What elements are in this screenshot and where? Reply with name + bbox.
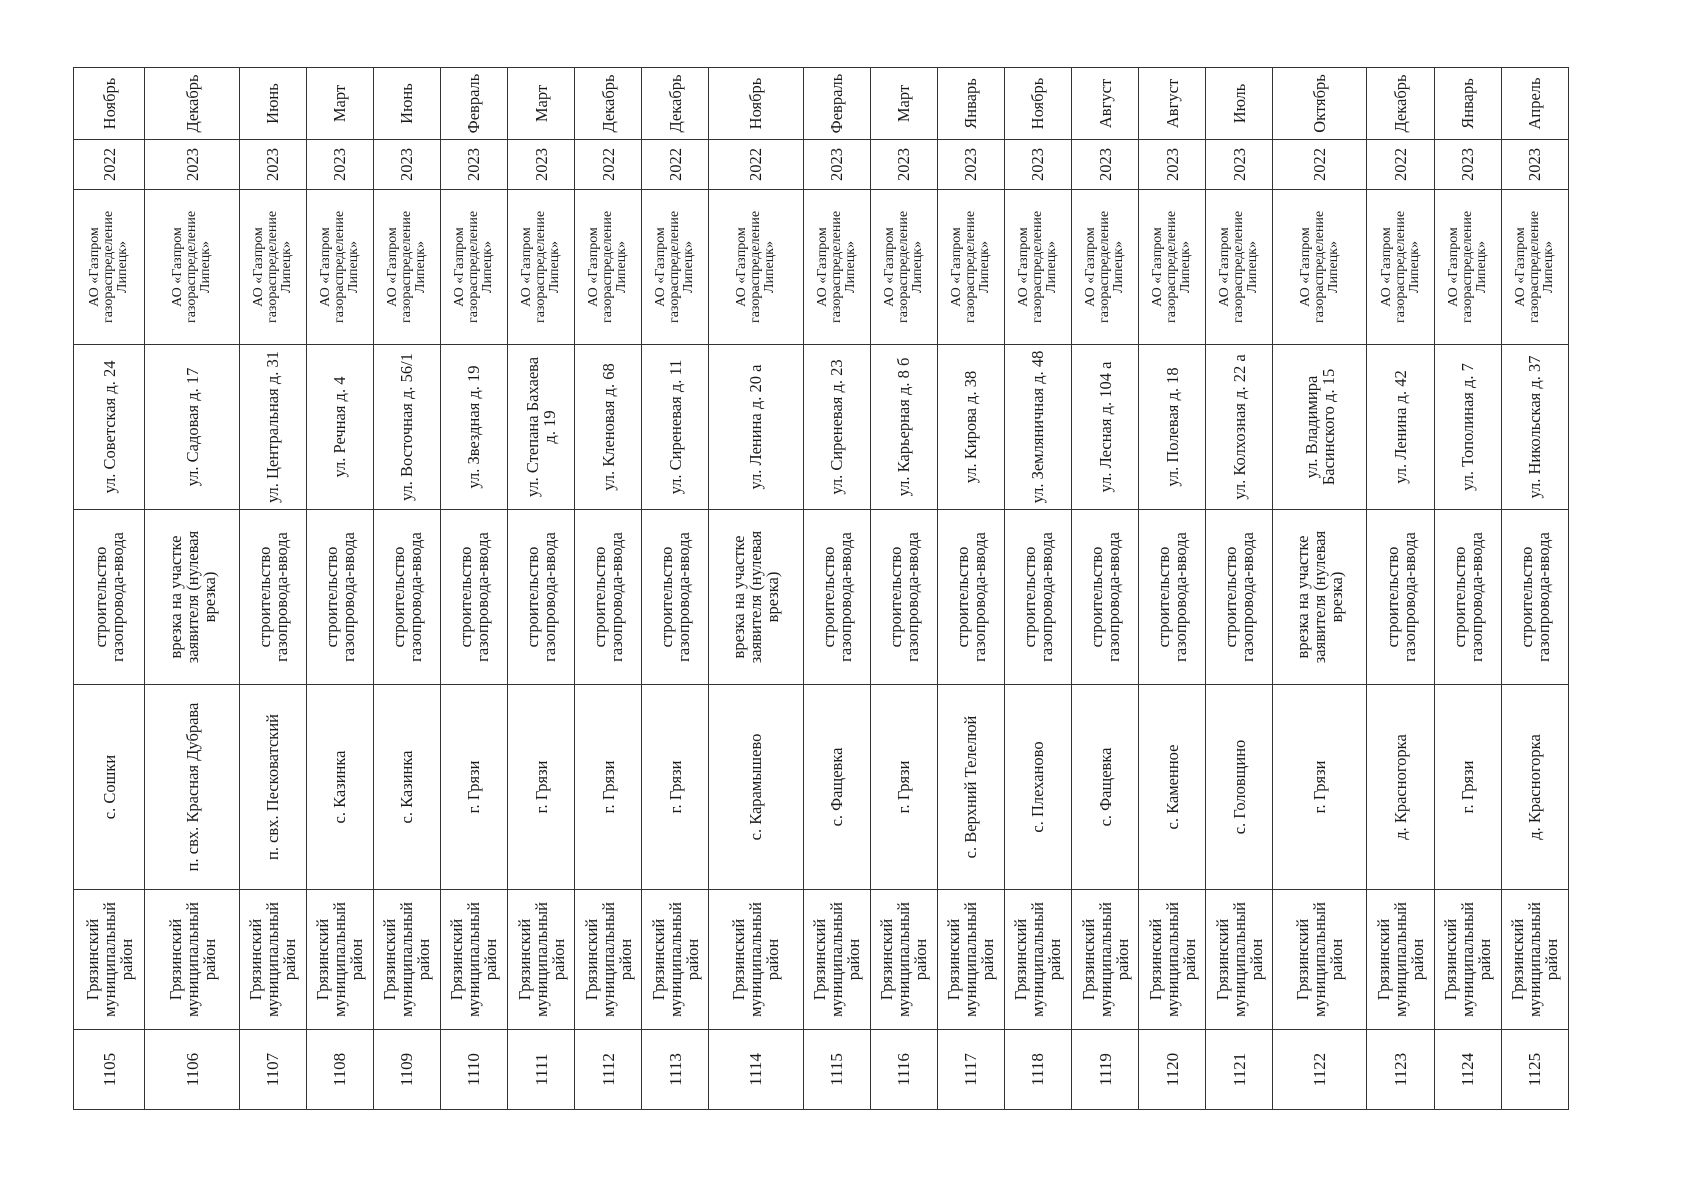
year-cell: 2023	[508, 140, 575, 190]
year-cell: 2023	[1206, 140, 1273, 190]
work-type-cell: строительство газопровода-ввода	[1071, 510, 1138, 685]
row-number-cell: 1116	[870, 1030, 937, 1110]
district-cell: Грязинский муниципальный район	[1004, 890, 1071, 1030]
address-cell: ул. Земляничная д. 48	[1004, 345, 1071, 510]
settlement-cell: с. Сошки	[74, 685, 145, 890]
table-row	[709, 68, 803, 1110]
row-number-cell: 1114	[709, 1030, 803, 1110]
work-type-cell: строительство газопровода-ввода	[1139, 510, 1206, 685]
organization-cell: АО «Газпром газораспределение Липецк»	[508, 190, 575, 345]
organization-cell: АО «Газпром газораспределение Липецк»	[74, 190, 145, 345]
organization-cell: АО «Газпром газораспределение Липецк»	[1434, 190, 1501, 345]
district-cell: Грязинский муниципальный район	[373, 890, 440, 1030]
district-cell: Грязинский муниципальный район	[803, 890, 870, 1030]
district-cell: Грязинский муниципальный район	[870, 890, 937, 1030]
year-cell: 2022	[1273, 140, 1367, 190]
table-row	[575, 68, 642, 1110]
row-number-cell: 1108	[306, 1030, 373, 1110]
district-cell: Грязинский муниципальный район	[709, 890, 803, 1030]
month-cell: Апрель	[1501, 68, 1568, 140]
organization-cell: АО «Газпром газораспределение Липецк»	[709, 190, 803, 345]
address-cell: ул. Звездная д. 19	[440, 345, 507, 510]
organization-cell: АО «Газпром газораспределение Липецк»	[642, 190, 709, 345]
work-type-cell: строительство газопровода-ввода	[440, 510, 507, 685]
year-cell: 2022	[74, 140, 145, 190]
row-number-cell: 1123	[1367, 1030, 1434, 1110]
organization-cell: АО «Газпром газораспределение Липецк»	[803, 190, 870, 345]
work-type-cell: строительство газопровода-ввода	[306, 510, 373, 685]
address-cell: ул. Сиреневая д. 23	[803, 345, 870, 510]
table-row	[440, 68, 507, 1110]
district-cell: Грязинский муниципальный район	[1139, 890, 1206, 1030]
district-cell: Грязинский муниципальный район	[642, 890, 709, 1030]
table-row	[1367, 68, 1434, 1110]
year-cell: 2023	[239, 140, 306, 190]
settlement-cell: г. Грязи	[508, 685, 575, 890]
settlement-cell: с. Казинка	[373, 685, 440, 890]
month-cell: Ноябрь	[74, 68, 145, 140]
work-type-cell: строительство газопровода-ввода	[1434, 510, 1501, 685]
year-cell: 2023	[440, 140, 507, 190]
month-cell: Март	[306, 68, 373, 140]
district-cell: Грязинский муниципальный район	[239, 890, 306, 1030]
address-cell: ул. Колхозная д. 22 а	[1206, 345, 1273, 510]
month-cell: Июнь	[373, 68, 440, 140]
district-cell: Грязинский муниципальный район	[937, 890, 1004, 1030]
row-number-cell: 1110	[440, 1030, 507, 1110]
month-cell: Март	[870, 68, 937, 140]
table-row	[803, 68, 870, 1110]
month-cell: Декабрь	[642, 68, 709, 140]
settlement-cell: п. свх. Песковатский	[239, 685, 306, 890]
organization-cell: АО «Газпром газораспределение Липецк»	[1273, 190, 1367, 345]
row-number-cell: 1117	[937, 1030, 1004, 1110]
row-number-cell: 1112	[575, 1030, 642, 1110]
settlement-cell: с. Головщино	[1206, 685, 1273, 890]
address-cell: ул. Центральная д. 31	[239, 345, 306, 510]
settlement-cell: с. Казинка	[306, 685, 373, 890]
address-cell: ул. Сиреневая д. 11	[642, 345, 709, 510]
organization-cell: АО «Газпром газораспределение Липецк»	[440, 190, 507, 345]
year-cell: 2023	[1071, 140, 1138, 190]
organization-cell: АО «Газпром газораспределение Липецк»	[1501, 190, 1568, 345]
district-cell: Грязинский муниципальный район	[1367, 890, 1434, 1030]
work-type-cell: строительство газопровода-ввода	[508, 510, 575, 685]
year-cell: 2023	[870, 140, 937, 190]
address-cell: ул. Речная д. 4	[306, 345, 373, 510]
work-type-cell: строительство газопровода-ввода	[575, 510, 642, 685]
work-type-cell: строительство газопровода-ввода	[1206, 510, 1273, 685]
work-type-cell: строительство газопровода-ввода	[74, 510, 145, 685]
year-cell: 2022	[575, 140, 642, 190]
district-cell: Грязинский муниципальный район	[1273, 890, 1367, 1030]
work-type-cell: строительство газопровода-ввода	[1501, 510, 1568, 685]
gasification-schedule-table	[73, 67, 1569, 1110]
address-cell: ул. Кленовая д. 68	[575, 345, 642, 510]
address-cell: ул. Советская д. 24	[74, 345, 145, 510]
month-cell: Февраль	[803, 68, 870, 140]
table-row	[239, 68, 306, 1110]
address-cell: ул. Никольская д. 37	[1501, 345, 1568, 510]
table-row	[1139, 68, 1206, 1110]
table-row	[870, 68, 937, 1110]
month-cell: Июль	[1206, 68, 1273, 140]
row-number-cell: 1106	[145, 1030, 239, 1110]
row-number-cell: 1122	[1273, 1030, 1367, 1110]
district-cell: Грязинский муниципальный район	[1206, 890, 1273, 1030]
address-cell: ул. Кирова д. 38	[937, 345, 1004, 510]
settlement-cell: г. Грязи	[642, 685, 709, 890]
table-row	[937, 68, 1004, 1110]
month-cell: Декабрь	[1367, 68, 1434, 140]
address-cell: ул. Владимира Басинского д. 15	[1273, 345, 1367, 510]
table-row	[1206, 68, 1273, 1110]
year-cell: 2022	[1367, 140, 1434, 190]
district-cell: Грязинский муниципальный район	[1434, 890, 1501, 1030]
address-cell: ул. Полевая д. 18	[1139, 345, 1206, 510]
work-type-cell: врезка на участке заявителя (нулевая врезка)	[709, 510, 803, 685]
year-cell: 2023	[803, 140, 870, 190]
year-cell: 2022	[642, 140, 709, 190]
settlement-cell: г. Грязи	[1434, 685, 1501, 890]
table-row	[1434, 68, 1501, 1110]
row-number-cell: 1124	[1434, 1030, 1501, 1110]
row-number-cell: 1119	[1071, 1030, 1138, 1110]
organization-cell: АО «Газпром газораспределение Липецк»	[145, 190, 239, 345]
table-row	[1501, 68, 1568, 1110]
month-cell: Октябрь	[1273, 68, 1367, 140]
organization-cell: АО «Газпром газораспределение Липецк»	[575, 190, 642, 345]
settlement-cell: г. Грязи	[575, 685, 642, 890]
row-number-cell: 1125	[1501, 1030, 1568, 1110]
month-cell: Август	[1139, 68, 1206, 140]
settlement-cell: д. Красногорка	[1367, 685, 1434, 890]
settlement-cell: г. Грязи	[440, 685, 507, 890]
year-cell: 2023	[1139, 140, 1206, 190]
address-cell: ул. Ленина д. 42	[1367, 345, 1434, 510]
organization-cell: АО «Газпром газораспределение Липецк»	[1367, 190, 1434, 345]
month-cell: Июнь	[239, 68, 306, 140]
organization-cell: АО «Газпром газораспределение Липецк»	[1071, 190, 1138, 345]
district-cell: Грязинский муниципальный район	[145, 890, 239, 1030]
month-cell: Декабрь	[145, 68, 239, 140]
row-number-cell: 1118	[1004, 1030, 1071, 1110]
row-number-cell: 1120	[1139, 1030, 1206, 1110]
work-type-cell: строительство газопровода-ввода	[642, 510, 709, 685]
settlement-cell: д. Красногорка	[1501, 685, 1568, 890]
address-cell: ул. Ленина д. 20 а	[709, 345, 803, 510]
month-cell: Ноябрь	[1004, 68, 1071, 140]
organization-cell: АО «Газпром газораспределение Липецк»	[937, 190, 1004, 345]
table-row	[1004, 68, 1071, 1110]
year-cell: 2023	[937, 140, 1004, 190]
organization-cell: АО «Газпром газораспределение Липецк»	[870, 190, 937, 345]
table-row	[74, 68, 145, 1110]
month-cell: Ноябрь	[709, 68, 803, 140]
month-cell: Февраль	[440, 68, 507, 140]
work-type-cell: строительство газопровода-ввода	[1004, 510, 1071, 685]
work-type-cell: строительство газопровода-ввода	[373, 510, 440, 685]
work-type-cell: строительство газопровода-ввода	[239, 510, 306, 685]
settlement-cell: г. Грязи	[870, 685, 937, 890]
table-body	[74, 68, 1569, 1110]
year-cell: 2023	[306, 140, 373, 190]
work-type-cell: строительство газопровода-ввода	[870, 510, 937, 685]
month-cell: Август	[1071, 68, 1138, 140]
table-row	[373, 68, 440, 1110]
address-cell: ул. Тополиная д. 7	[1434, 345, 1501, 510]
address-cell: ул. Степана Бахаева д. 19	[508, 345, 575, 510]
address-cell: ул. Лесная д. 104 а	[1071, 345, 1138, 510]
month-cell: Декабрь	[575, 68, 642, 140]
work-type-cell: врезка на участке заявителя (нулевая врезка)	[1273, 510, 1367, 685]
row-number-cell: 1107	[239, 1030, 306, 1110]
district-cell: Грязинский муниципальный район	[306, 890, 373, 1030]
row-number-cell: 1109	[373, 1030, 440, 1110]
work-type-cell: врезка на участке заявителя (нулевая врезка)	[145, 510, 239, 685]
year-cell: 2022	[709, 140, 803, 190]
address-cell: ул. Карьерная д. 8 б	[870, 345, 937, 510]
month-cell: Март	[508, 68, 575, 140]
district-cell: Грязинский муниципальный район	[440, 890, 507, 1030]
settlement-cell: п. свх. Красная Дубрава	[145, 685, 239, 890]
month-cell: Январь	[937, 68, 1004, 140]
district-cell: Грязинский муниципальный район	[508, 890, 575, 1030]
table-row	[145, 68, 239, 1110]
table-row	[508, 68, 575, 1110]
work-type-cell: строительство газопровода-ввода	[803, 510, 870, 685]
district-cell: Грязинский муниципальный район	[575, 890, 642, 1030]
organization-cell: АО «Газпром газораспределение Липецк»	[373, 190, 440, 345]
table-row	[1071, 68, 1138, 1110]
year-cell: 2023	[373, 140, 440, 190]
settlement-cell: г. Грязи	[1273, 685, 1367, 890]
year-cell: 2023	[1004, 140, 1071, 190]
row-number-cell: 1111	[508, 1030, 575, 1110]
address-cell: ул. Восточная д. 56/1	[373, 345, 440, 510]
organization-cell: АО «Газпром газораспределение Липецк»	[1139, 190, 1206, 345]
year-cell: 2023	[1501, 140, 1568, 190]
organization-cell: АО «Газпром газораспределение Липецк»	[1206, 190, 1273, 345]
year-cell: 2023	[1434, 140, 1501, 190]
work-type-cell: строительство газопровода-ввода	[937, 510, 1004, 685]
month-cell: Январь	[1434, 68, 1501, 140]
table-row	[1273, 68, 1367, 1110]
settlement-cell: с. Карамышево	[709, 685, 803, 890]
settlement-cell: с. Фащевка	[1071, 685, 1138, 890]
address-cell: ул. Садовая д. 17	[145, 345, 239, 510]
rotated-document-page	[73, 68, 1569, 1110]
organization-cell: АО «Газпром газораспределение Липецк»	[1004, 190, 1071, 345]
organization-cell: АО «Газпром газораспределение Липецк»	[306, 190, 373, 345]
district-cell: Грязинский муниципальный район	[1501, 890, 1568, 1030]
row-number-cell: 1115	[803, 1030, 870, 1110]
row-number-cell: 1105	[74, 1030, 145, 1110]
settlement-cell: с. Плеханово	[1004, 685, 1071, 890]
settlement-cell: с. Фащевка	[803, 685, 870, 890]
year-cell: 2023	[145, 140, 239, 190]
row-number-cell: 1113	[642, 1030, 709, 1110]
settlement-cell: с. Верхний Телелюй	[937, 685, 1004, 890]
work-type-cell: строительство газопровода-ввода	[1367, 510, 1434, 685]
table-row	[642, 68, 709, 1110]
row-number-cell: 1121	[1206, 1030, 1273, 1110]
district-cell: Грязинский муниципальный район	[74, 890, 145, 1030]
table-row	[306, 68, 373, 1110]
settlement-cell: с. Каменное	[1139, 685, 1206, 890]
district-cell: Грязинский муниципальный район	[1071, 890, 1138, 1030]
organization-cell: АО «Газпром газораспределение Липецк»	[239, 190, 306, 345]
